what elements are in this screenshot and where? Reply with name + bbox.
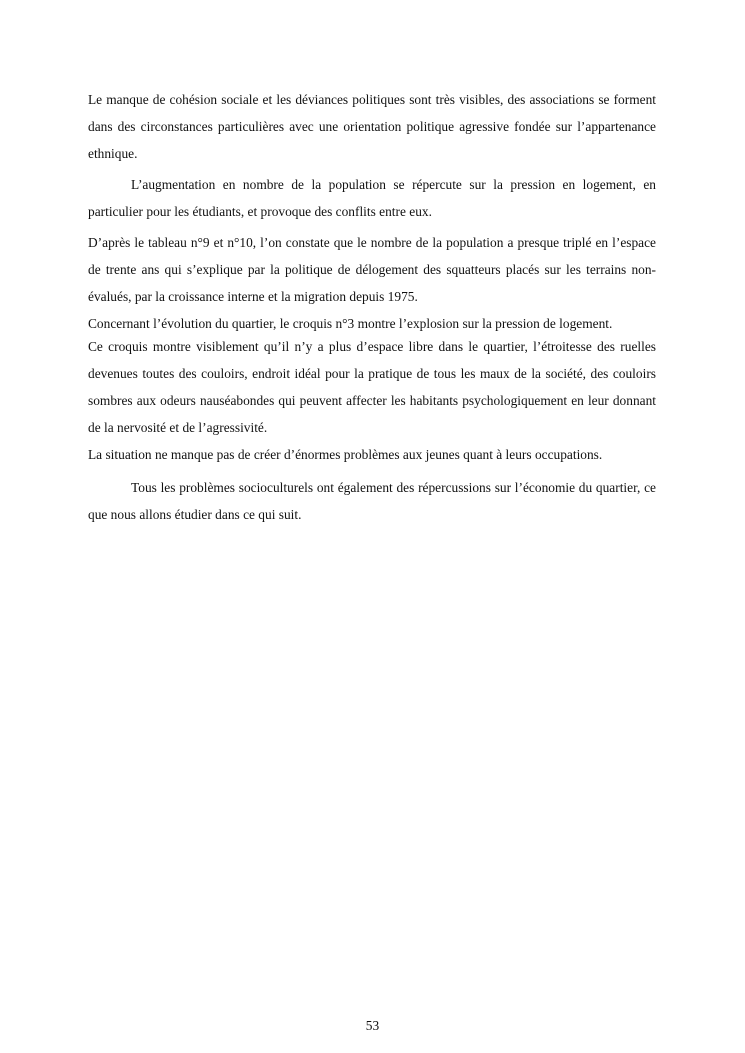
- paragraph-youth-problems: La situation ne manque pas de créer d’énormes problèmes aux jeunes quant à leurs occupations.: [88, 447, 603, 462]
- paragraph-social-cohesion: Le manque de cohésion sociale et les déviances politiques sont très visibles, des associations se forment dans des circonstances particulières avec une orientation politique agressive fondée sur l’appartenance ethnique.: [88, 92, 656, 161]
- paragraph-population-tables: D’après le tableau n°9 et n°10, l’on constate que le nombre de la population a presque triplé en l’espace de trente ans qui s’explique par la politique de délogement des squatteurs placés sur les terrains non-évalués, par la croissance interne et la migration depuis 1975.: [88, 235, 656, 304]
- paragraph-sketch-reference: Concernant l’évolution du quartier, le croquis n°3 montre l’explosion sur la pression de logement.: [88, 316, 613, 331]
- body-text: [88, 86, 656, 528]
- paragraph-economic-transition: Tous les problèmes socioculturels ont également des répercussions sur l’économie du quartier, ce que nous allons étudier dans ce qui suit.: [88, 480, 656, 522]
- page-number: 53: [365, 1018, 380, 1033]
- paragraph-sketch-description: Ce croquis montre visiblement qu’il n’y a plus d’espace libre dans le quartier, l’étroitesse des ruelles devenues toutes des couloirs, endroit idéal pour la pratique de tous les maux de la société, des couloirs sombres aux odeurs nauséabondes qui peuvent affecter les habitants psychologiquement en leur donnant de la nervosité et de l’agressivité.: [88, 339, 656, 435]
- paragraph-population-growth: L’augmentation en nombre de la population se répercute sur la pression en logement, en particulier pour les étudiants, et provoque des conflits entre eux.: [88, 177, 656, 219]
